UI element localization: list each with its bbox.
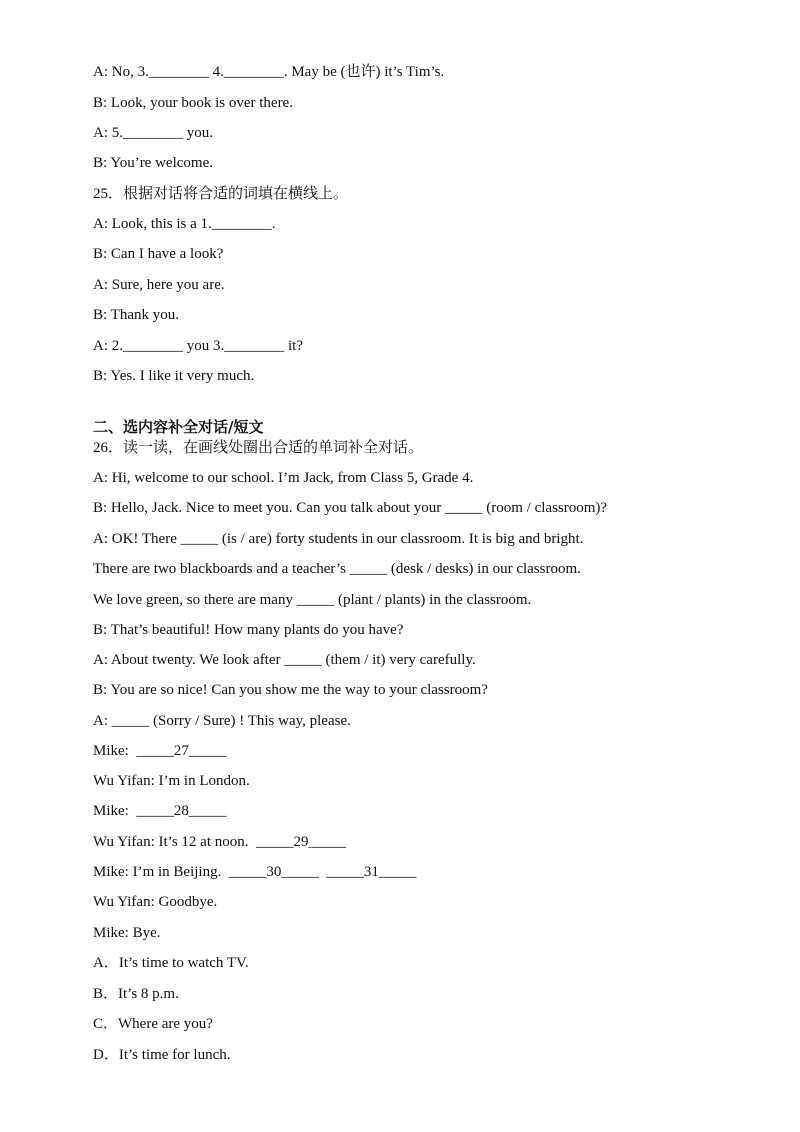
- dialogue-line: Wu Yifan: I’m in London.: [93, 773, 250, 789]
- dialogue-line: Mike: I’m in Beijing. _____30_____ _____31_____: [93, 864, 417, 880]
- dialogue-line: B: Look, your book is over there.: [93, 95, 293, 111]
- dialogue-line: A: 5.________ you.: [93, 125, 213, 141]
- dialogue-line: A: No, 3.________ 4.________. May be (也许) it’s Tim’s.: [93, 64, 445, 80]
- dialogue-line: B: Can I have a look?: [93, 246, 224, 262]
- dialogue-line: A: Sure, here you are.: [93, 277, 225, 293]
- dialogue-line: Wu Yifan: Goodbye.: [93, 894, 218, 910]
- dialogue-line: We love green, so there are many _____ (plant / plants) in the classroom.: [93, 592, 532, 608]
- question-25-prompt: 25．根据对话将合适的词填在横线上。: [93, 186, 349, 202]
- dialogue-line: B: You’re welcome.: [93, 155, 213, 171]
- question-26-prompt: 26．读一读，在画线处圈出合适的单词补全对话。: [93, 440, 424, 456]
- dialogue-line: There are two blackboards and a teacher’s _____ (desk / desks) in our classroom.: [93, 561, 581, 577]
- dialogue-line: B: That’s beautiful! How many plants do you have?: [93, 622, 404, 638]
- dialogue-line: A: Look, this is a 1.________.: [93, 216, 276, 232]
- dialogue-line: A: 2.________ you 3.________ it?: [93, 338, 303, 354]
- dialogue-line: B: Thank you.: [93, 307, 179, 323]
- dialogue-line: Wu Yifan: It’s 12 at noon. _____29_____: [93, 834, 346, 850]
- dialogue-line: A: OK! There _____ (is / are) forty students in our classroom. It is big and bright.: [93, 531, 584, 547]
- option-a: A．It’s time to watch TV.: [93, 955, 249, 971]
- dialogue-line: B: You are so nice! Can you show me the way to your classroom?: [93, 682, 488, 698]
- dialogue-line: Mike: _____28_____: [93, 803, 227, 819]
- dialogue-line: B: Yes. I like it very much.: [93, 368, 255, 384]
- option-b: B．It’s 8 p.m.: [93, 986, 179, 1002]
- dialogue-line: Mike: Bye.: [93, 925, 161, 941]
- dialogue-line: A: _____ (Sorry / Sure) ! This way, please.: [93, 713, 351, 729]
- dialogue-line: B: Hello, Jack. Nice to meet you. Can you talk about your _____ (room / classroom)?: [93, 500, 608, 516]
- option-c: C．Where are you?: [93, 1016, 213, 1032]
- section-heading: 二、选内容补全对话/短文: [93, 418, 264, 436]
- dialogue-line: A: About twenty. We look after _____ (them / it) very carefully.: [93, 652, 476, 668]
- dialogue-line: Mike: _____27_____: [93, 743, 227, 759]
- option-d: D．It’s time for lunch.: [93, 1047, 231, 1063]
- dialogue-line: A: Hi, welcome to our school. I’m Jack, from Class 5, Grade 4.: [93, 470, 474, 486]
